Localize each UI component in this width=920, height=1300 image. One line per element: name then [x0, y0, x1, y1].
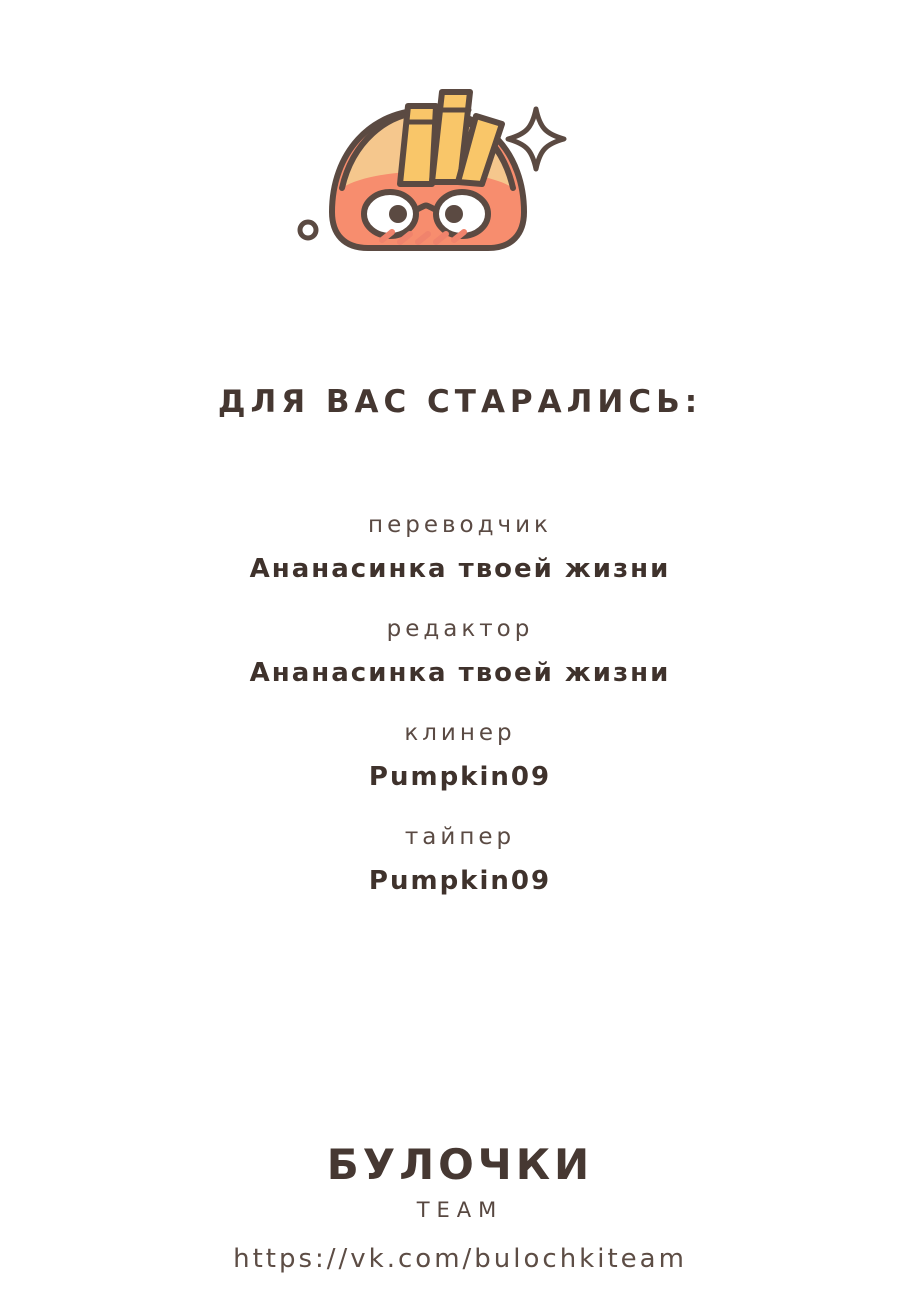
- team-link[interactable]: https://vk.com/bulochkiteam: [233, 1244, 687, 1274]
- credit-entry-typer: [369, 820, 551, 902]
- brand-title: БУЛОЧКИ: [326, 1140, 594, 1189]
- credit-person-name: Ананасинка твоей жизни: [249, 657, 671, 688]
- credit-person-name: Ананасинка твоей жизни: [249, 553, 671, 584]
- credit-person-name: Pumpkin09: [368, 865, 552, 896]
- credit-role-label: тайпер: [404, 824, 516, 851]
- credit-role-label: клинер: [404, 720, 516, 747]
- fries-group: [400, 92, 502, 184]
- credit-entry-editor: [250, 612, 671, 694]
- credit-entry-cleaner: [369, 716, 551, 798]
- credit-role-label: редактор: [386, 616, 534, 643]
- dot-accent-icon: [300, 222, 316, 238]
- eye-left: [389, 205, 407, 223]
- credit-entry-translator: [250, 508, 671, 590]
- mascot-illustration: [290, 62, 630, 292]
- eye-right: [445, 205, 463, 223]
- credit-person-name: Pumpkin09: [368, 761, 552, 792]
- sparkle-icon: [508, 109, 564, 169]
- page-title: ДЛЯ ВАС СТАРАЛИСЬ:: [217, 384, 703, 420]
- brand-subtitle: TEAM: [416, 1198, 504, 1222]
- credits-list: [0, 508, 920, 924]
- credit-role-label: переводчик: [368, 512, 552, 538]
- footer: [0, 1140, 920, 1274]
